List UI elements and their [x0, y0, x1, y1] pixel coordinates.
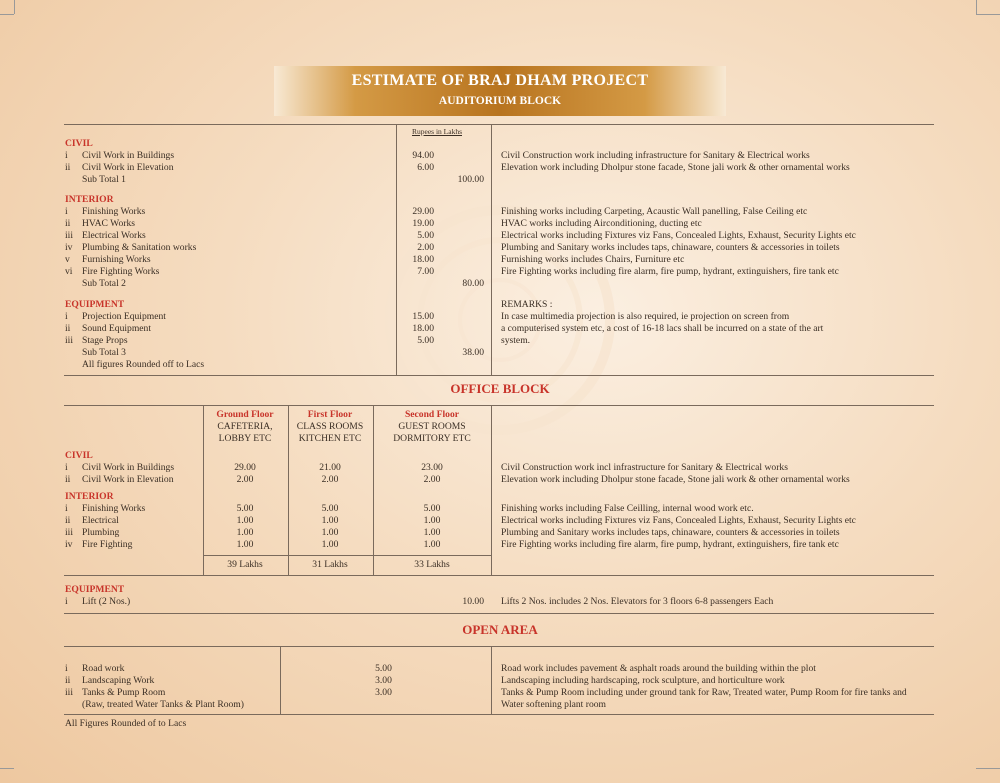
item-name: Civil Work in Buildings — [82, 150, 175, 161]
page-subtitle: AUDITORIUM BLOCK — [438, 95, 562, 107]
crop-mark — [976, 768, 1000, 769]
item-name: Finishing Works — [82, 206, 146, 217]
item-number: iv — [65, 242, 73, 253]
remarks-line: REMARKS : — [501, 299, 553, 310]
crop-mark — [976, 0, 977, 14]
item-value: 2.00 — [236, 474, 254, 485]
column-subheader: GUEST ROOMS — [398, 421, 466, 432]
item-name: Projection Equipment — [82, 311, 166, 322]
column-subheader: CAFETERIA, — [217, 421, 273, 432]
item-description: Lifts 2 Nos. includes 2 Nos. Elevators for 3 floors 6-8 passengers Each — [501, 596, 774, 607]
column-subheader: CLASS ROOMS — [296, 421, 364, 432]
divider — [64, 124, 934, 125]
page-title: ESTIMATE OF BRAJ DHAM PROJECT — [351, 72, 649, 89]
item-description: Furnishing works includes Chairs, Furniture etc — [501, 254, 685, 265]
rounding-note: All figures Rounded off to Lacs — [82, 359, 205, 370]
item-name: Lift (2 Nos.) — [82, 596, 131, 607]
divider — [64, 575, 934, 576]
item-value: 1.00 — [236, 539, 254, 550]
item-description: Fire Fighting works including fire alarm, fire pump, hydrant, extinguishers, fire tank etc — [501, 266, 839, 277]
item-value: 29.00 — [412, 206, 434, 217]
subtotal-label: Sub Total 1 — [82, 174, 126, 185]
item-description: Electrical works including Fixtures viz Fans, Concealed Lights, Exhaust, Security Lights etc — [501, 515, 856, 526]
remarks-line: a computerised system etc, a cost of 16-18 lacs shall be incurred on a state of the art — [501, 323, 824, 334]
item-value: 18.00 — [412, 254, 434, 265]
item-value: 5.00 — [417, 230, 434, 241]
item-description: Landscaping including hardscaping, rock sculpture, and horticulture work — [501, 675, 785, 686]
remarks-line: system. — [501, 335, 531, 346]
item-number: vi — [65, 266, 73, 277]
item-value: 7.00 — [417, 266, 434, 277]
item-value: 5.00 — [423, 503, 441, 514]
section-heading-interior: INTERIOR — [65, 491, 114, 502]
column-total: 31 Lakhs — [312, 559, 348, 570]
subtotal-value: 80.00 — [462, 278, 484, 289]
section-title-office: OFFICE BLOCK — [450, 381, 550, 396]
item-value: 21.00 — [319, 462, 341, 473]
item-number: i — [65, 150, 68, 161]
item-value: 1.00 — [321, 515, 339, 526]
item-subtext: (Raw, treated Water Tanks & Plant Room) — [82, 699, 244, 710]
item-value: 15.00 — [412, 311, 434, 322]
item-description: Fire Fighting works including fire alarm, fire pump, hydrant, extinguishers, fire tank etc — [501, 539, 839, 550]
item-description: Finishing works including Carpeting, Acaustic Wall panelling, False Ceiling etc — [501, 206, 808, 217]
column-divider — [491, 646, 492, 714]
crop-mark — [14, 0, 15, 14]
item-number: i — [65, 206, 68, 217]
item-description: Water softening plant room — [501, 699, 606, 710]
item-name: Plumbing — [82, 527, 120, 538]
item-value: 3.00 — [375, 687, 392, 698]
item-description: Plumbing and Sanitary works includes taps, chinaware, counters & accessories in toilets — [501, 242, 840, 253]
column-header: Ground Floor — [216, 409, 274, 420]
crop-mark — [0, 14, 14, 15]
item-number: ii — [65, 675, 71, 686]
divider — [64, 646, 934, 647]
item-value: 23.00 — [421, 462, 443, 473]
item-name: Stage Props — [82, 335, 128, 346]
item-description: Electrical works including Fixtures viz Fans, Concealed Lights, Exhaust, Security Lights etc — [501, 230, 856, 241]
item-value: 1.00 — [321, 527, 339, 538]
item-value: 5.00 — [375, 663, 392, 674]
column-divider — [280, 646, 281, 714]
column-total: 39 Lakhs — [227, 559, 263, 570]
item-name: Fire Fighting — [82, 539, 133, 550]
item-name: Plumbing & Sanitation works — [82, 242, 197, 253]
item-name: Landscaping Work — [82, 675, 155, 686]
subtotal-value: 100.00 — [457, 174, 484, 185]
section-heading-equipment: EQUIPMENT — [65, 584, 125, 595]
column-header: First Floor — [307, 409, 353, 420]
item-description: Plumbing and Sanitary works includes taps, chinaware, counters & accessories in toilets — [501, 527, 840, 538]
item-number: v — [65, 254, 70, 265]
item-description: Elevation work including Dholpur stone facade, Stone jali work & other ornamental works — [501, 162, 850, 173]
subtotal-label: Sub Total 3 — [82, 347, 126, 358]
item-number: iii — [65, 335, 73, 346]
item-description: Tanks & Pump Room including under ground tank for Raw, Treated water, Pump Room for fire tanks and — [501, 687, 907, 698]
item-number: ii — [65, 218, 71, 229]
column-divider — [491, 405, 492, 575]
column-header: Second Floor — [404, 409, 460, 420]
subtotal-label: Sub Total 2 — [82, 278, 126, 289]
divider — [64, 613, 934, 614]
item-number: ii — [65, 515, 71, 526]
item-value: 1.00 — [423, 515, 441, 526]
item-number: iii — [65, 527, 73, 538]
item-description: Elevation work including Dholpur stone facade, Stone jali work & other ornamental works — [501, 474, 850, 485]
column-subheader: LOBBY ETC — [218, 433, 272, 444]
item-value: 29.00 — [234, 462, 256, 473]
item-number: i — [65, 503, 68, 514]
title-banner — [274, 66, 726, 116]
section-heading-civil: CIVIL — [65, 138, 93, 149]
item-value: 2.00 — [423, 474, 441, 485]
item-value: 19.00 — [412, 218, 434, 229]
item-value: 5.00 — [321, 503, 339, 514]
item-value: 1.00 — [423, 539, 441, 550]
column-subheader: KITCHEN ETC — [298, 433, 362, 444]
item-value: 3.00 — [375, 675, 392, 686]
item-number: i — [65, 596, 68, 607]
item-value: 1.00 — [236, 515, 254, 526]
divider — [64, 714, 934, 715]
section-heading-interior: INTERIOR — [65, 194, 114, 205]
item-name: Electrical Works — [82, 230, 146, 241]
column-total: 33 Lakhs — [414, 559, 450, 570]
item-name: Civil Work in Buildings — [82, 462, 175, 473]
item-name: Fire Fighting Works — [82, 266, 160, 277]
item-description: Road work includes pavement & asphalt roads around the building within the plot — [501, 663, 816, 674]
rounding-note: All Figures Rounded of to Lacs — [65, 718, 187, 729]
item-name: Sound Equipment — [82, 323, 152, 334]
item-number: ii — [65, 474, 71, 485]
item-number: i — [65, 462, 68, 473]
item-number: i — [65, 663, 68, 674]
section-title-open-area: OPEN AREA — [462, 622, 538, 637]
subtotal-value: 38.00 — [462, 347, 484, 358]
item-name: Road work — [82, 663, 125, 674]
column-divider — [491, 124, 492, 376]
divider — [64, 375, 934, 376]
item-value: 1.00 — [236, 527, 254, 538]
item-value: 94.00 — [412, 150, 434, 161]
item-number: iv — [65, 539, 73, 550]
section-heading-civil: CIVIL — [65, 450, 93, 461]
item-description: HVAC works including Airconditioning, ducting etc — [501, 218, 702, 229]
units-label: Rupees in Lakhs — [412, 127, 462, 136]
item-value: 5.00 — [417, 335, 434, 346]
item-number: i — [65, 311, 68, 322]
item-number: ii — [65, 323, 71, 334]
column-subheader: DORMITORY ETC — [393, 433, 471, 444]
remarks-line: In case multimedia projection is also required, ie projection on screen from — [501, 311, 790, 322]
item-name: Electrical — [82, 515, 119, 526]
divider — [203, 555, 491, 556]
item-number: iii — [65, 687, 73, 698]
item-value: 6.00 — [417, 162, 434, 173]
crop-mark — [0, 768, 14, 769]
item-description: Finishing works including False Ceilling, internal wood work etc. — [501, 503, 754, 514]
section-heading-equipment: EQUIPMENT — [65, 299, 125, 310]
item-name: Civil Work in Elevation — [82, 162, 174, 173]
item-value: 1.00 — [423, 527, 441, 538]
item-value: 1.00 — [321, 539, 339, 550]
item-name: HVAC Works — [82, 218, 135, 229]
crop-mark — [976, 14, 1000, 15]
item-value: 2.00 — [321, 474, 339, 485]
item-name: Furnishing Works — [82, 254, 151, 265]
divider — [64, 405, 934, 406]
item-value: 10.00 — [462, 596, 484, 607]
item-description: Civil Construction work incl infrastructure for Sanitary & Electrical works — [501, 462, 788, 473]
item-number: iii — [65, 230, 73, 241]
item-name: Tanks & Pump Room — [82, 687, 166, 698]
item-name: Civil Work in Elevation — [82, 474, 174, 485]
item-value: 18.00 — [412, 323, 434, 334]
item-number: ii — [65, 162, 71, 173]
item-value: 5.00 — [236, 503, 254, 514]
item-description: Civil Construction work including infrastructure for Sanitary & Electrical works — [501, 150, 810, 161]
item-name: Finishing Works — [82, 503, 146, 514]
item-value: 2.00 — [417, 242, 434, 253]
